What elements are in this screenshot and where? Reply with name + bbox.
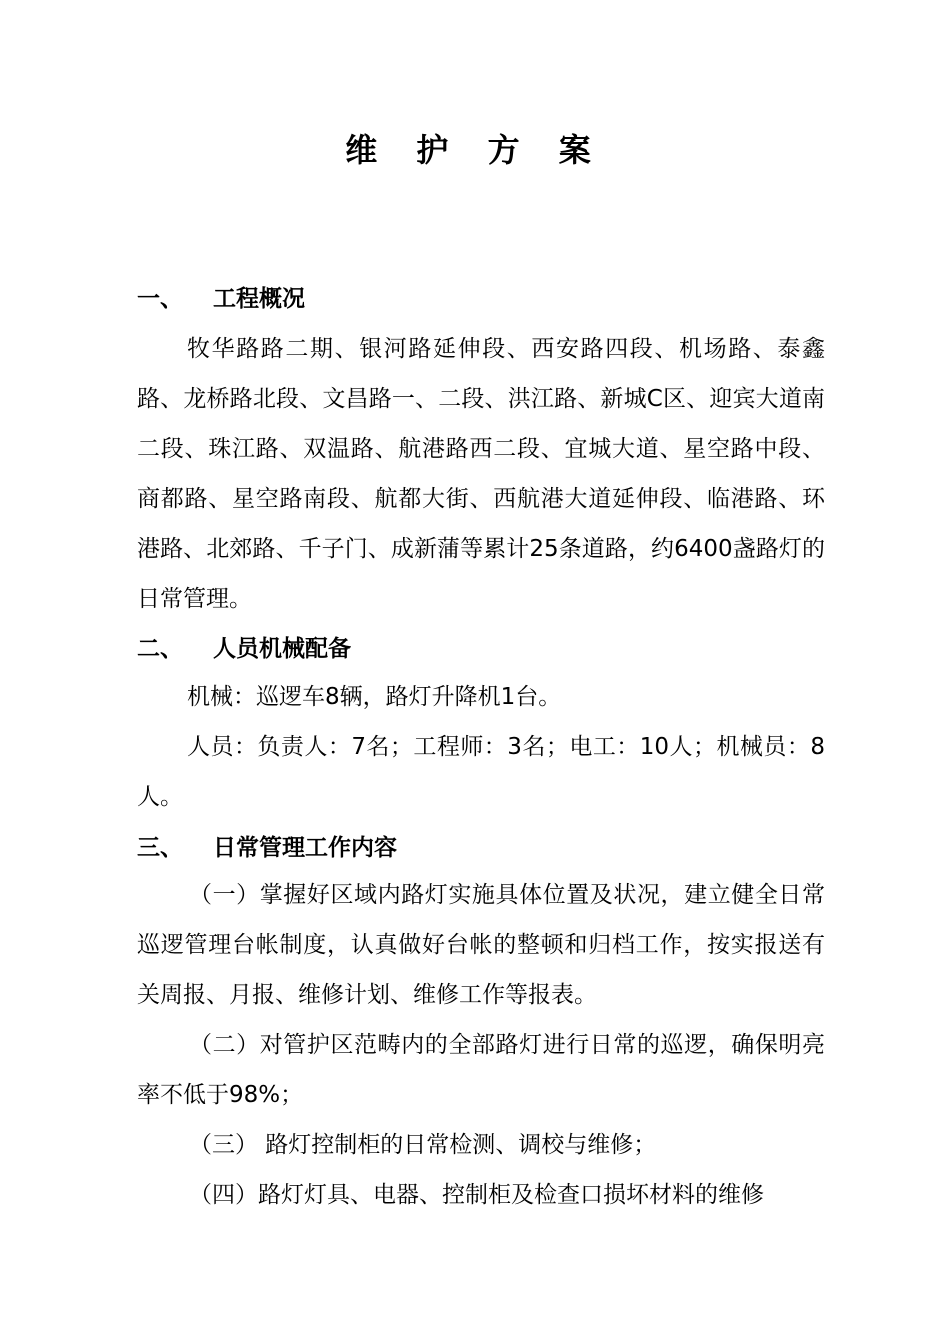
section-title: 工程概况 (213, 286, 305, 312)
document-title: 维 护 方 案 (345, 131, 605, 169)
section-heading-1 (137, 284, 305, 314)
paragraph-personnel: 人员：负责人：7名；工程师：3名；电工：10人；机械员：8人。 (137, 734, 825, 810)
paragraph-item-2: （二）对管护区范畴内的全部路灯进行日常的巡逻，确保明亮率不低于98%； (137, 1032, 825, 1108)
section-title: 人员机械配备 (213, 636, 351, 662)
paragraph-item-1: （一）掌握好区域内路灯实施具体位置及状况，建立健全日常巡逻管理台帐制度，认真做好台帐的整顿和归档工作，按实报送有关周报、月报、维修计划、维修工作等报表。 (137, 882, 825, 1008)
paragraph-project-overview: 牧华路路二期、银河路延伸段、西安路四段、机场路、泰鑫路、龙桥路北段、文昌路一、二段、洪江路、新城C区、迎宾大道南二段、珠江路、双温路、航港路西二段、宜城大道、星空路中段、商都路、星空路南段、航都大街、西航港大道延伸段、临港路、环港路、北郊路、千子门、成新蒲等累计25条道路，约6400盏路灯的日常管理。 (137, 336, 825, 612)
section-number: 一、 (137, 286, 183, 312)
section-number: 三、 (137, 835, 183, 861)
paragraph-item-3: （三） 路灯控制柜的日常检测、调校与维修； (189, 1132, 657, 1158)
section-heading-2 (137, 634, 351, 664)
section-heading-3 (137, 833, 397, 863)
section-number: 二、 (137, 636, 183, 662)
paragraph-machinery: 机械：巡逻车8辆，路灯升降机1台。 (187, 684, 562, 710)
section-title: 日常管理工作内容 (213, 835, 397, 861)
paragraph-item-4: （四）路灯灯具、电器、控制柜及检查口损坏材料的维修 (189, 1182, 764, 1208)
